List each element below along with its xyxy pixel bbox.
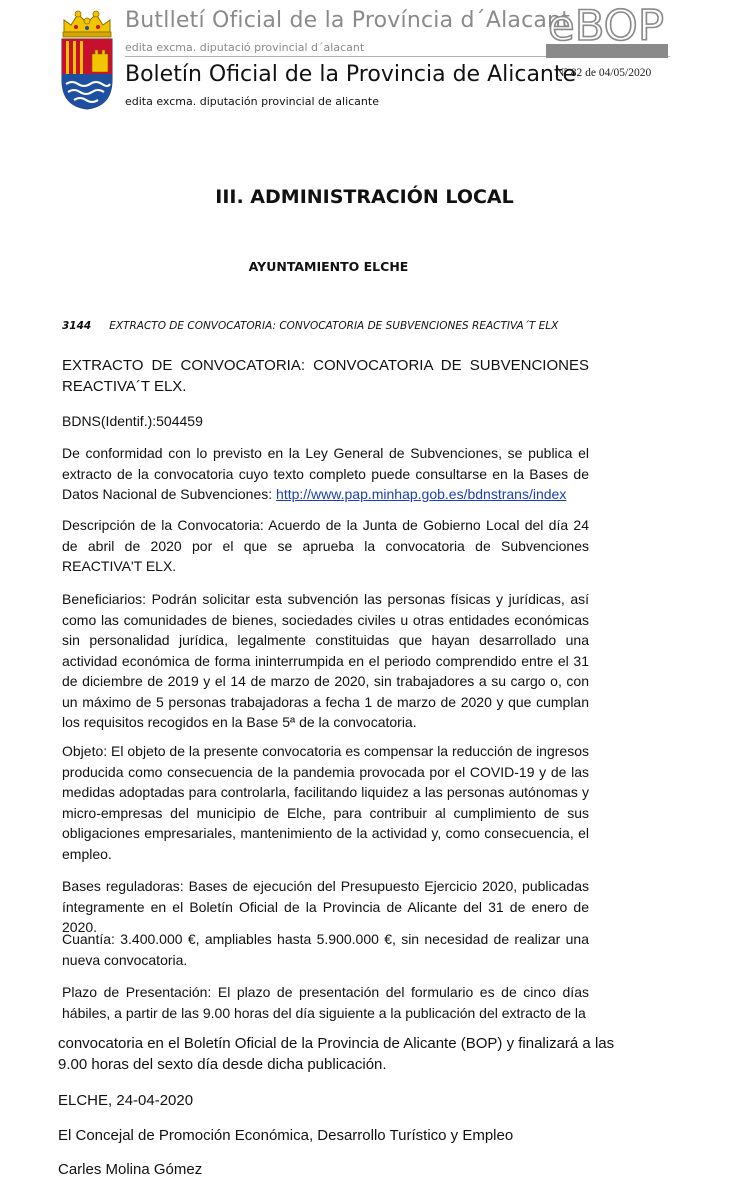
- description-paragraph: Descripción de la Convocatoria: Acuerdo de la Junta de Gobierno Local del día 24 de abril de 2020 por el que se aprueba la convocatoria de Subvenciones REACTIVA'T ELX.: [62, 517, 589, 574]
- place-and-date: ELCHE, 24-04-2020: [58, 1092, 194, 1109]
- intro-text: De conformidad con lo previsto en la Ley General de Subvenciones, se publica el extracto de la convocatoria cuyo texto completo puede consultarse en la Bases de Datos Nacional de Subvenciones:: [62, 445, 589, 502]
- coat-of-arms-logo: [58, 10, 116, 110]
- bdns-link[interactable]: http://www.pap.minhap.gob.es/bdnstrans/index: [276, 486, 567, 502]
- header-subtitle-valencian: edita excma. diputació provincial d´alacant: [125, 41, 365, 54]
- amount-paragraph: Cuantía: 3.400.000 €, ampliables hasta 5.900.000 €, sin necesidad de realizar una nueva convocatoria.: [62, 931, 589, 968]
- section-title: III. ADMINISTRACIÓN LOCAL: [215, 186, 514, 208]
- deadline-continuation-line-2: 9.00 horas del sexto día desde dicha publicación.: [58, 1056, 387, 1073]
- extract-title: EXTRACTO DE CONVOCATORIA: CONVOCATORIA DE SUBVENCIONES REACTIVA´T ELX.: [62, 357, 589, 395]
- deadline-continuation-line-1: convocatoria en el Boletín Oficial de la Provincia de Alicante (BOP) y finalizará a las: [58, 1035, 615, 1052]
- signer-role: El Concejal de Promoción Económica, Desarrollo Turístico y Empleo: [58, 1127, 514, 1144]
- regulatory-bases-paragraph: Bases reguladoras: Bases de ejecución del Presupuesto Ejercicio 2020, publicadas íntegramente en el Boletín Oficial de la Provincia de Alicante del 31 de enero de 2020.: [62, 878, 589, 935]
- header-title-spanish: Boletín Oficial de la Provincia de Alicante: [125, 62, 577, 87]
- signer-name: Carles Molina Gómez: [58, 1161, 203, 1178]
- organism-title: [0, 259, 729, 274]
- header-title-valencian: Butlletí Oficial de la Província d´Alacant: [125, 8, 571, 33]
- ebop-logo: [546, 4, 668, 62]
- organism-title-text: AYUNTAMIENTO ELCHE: [248, 259, 409, 274]
- beneficiaries-paragraph: Beneficiarios: Podrán solicitar esta subvención las personas físicas y jurídicas, así como las comunidades de bienes, sociedades civiles u otras entidades económicas sin personalidad jurídica, legalmente constituidas que hayan desarrollado una actividad económica de forma ininterrumpida en el periodo comprendido entre el 31 de diciembre de 2019 y el 14 de marzo de 2020, sin trabajadores a su cargo o, con un máximo de 5 personas trabajadoras a fecha 1 de marzo de 2020 y que cumplan los requisitos recogidos en la Base 5ª de la convocatoria.: [62, 591, 589, 730]
- header-subtitle-spanish: edita excma. diputación provincial de alicante: [125, 95, 379, 108]
- intro-paragraph: [62, 443, 589, 505]
- objective-paragraph: Objeto: El objeto de la presente convocatoria es compensar la reducción de ingresos producida como consecuencia de la pandemia provocada por el COVID-19 y de las medidas adoptadas para controlarla, facilitando liquidez a las personas autónomas y micro-empresas del municipio de Elche, para contribuir al cumplimiento de sus obligaciones empresariales, mantenimiento de la actividad y, como consecuencia, el empleo.: [62, 743, 589, 862]
- bdns-identifier: BDNS(Identif.):504459: [62, 413, 203, 429]
- announcement-reference: [62, 320, 558, 332]
- announcement-summary: EXTRACTO DE CONVOCATORIA: CONVOCATORIA DE SUBVENCIONES REACTIVA´T ELX: [109, 320, 559, 332]
- announcement-number: 3144: [62, 320, 92, 332]
- deadline-paragraph: Plazo de Presentación: El plazo de presentación del formulario es de cinco días hábiles, a partir de las 9.00 horas del día siguiente a la publicación del extracto de la: [62, 984, 589, 1021]
- ebop-logo-text: eBOP: [548, 4, 664, 50]
- issue-number: Nº 82 de 04/05/2020: [556, 67, 652, 79]
